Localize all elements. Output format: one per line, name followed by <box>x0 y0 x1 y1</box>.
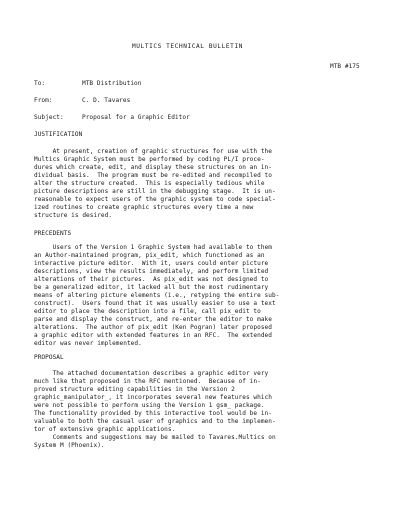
justification-paragraph <box>34 148 276 220</box>
paragraph-line: descriptions, view the results immediately, and perform limited <box>34 268 269 275</box>
paragraph-line: an Author-maintained program, pix_edit, which functioned as an <box>34 252 265 259</box>
paragraph-line: a graphic editor with extended features in an RFC. The extended <box>34 332 272 339</box>
bulletin-title: MULTICS TECHNICAL BULLETIN <box>132 43 243 50</box>
paragraph-line: alterations of their pictures. As pix_edit was not designed to <box>34 276 269 283</box>
paragraph-line: were not possible to perform using the Version 1 gsm_ package. <box>34 402 265 409</box>
paragraph-line: graphic_manipulator_, it incorporates several new features which <box>34 394 272 401</box>
from-value: C. D. Tavares <box>82 97 131 104</box>
paragraph-line: At present, creation of graphic structures for use with the <box>34 148 272 155</box>
paragraph-line: much like that proposed in the RFC mentioned. Because of in- <box>34 378 261 385</box>
paragraph-line: construct). Users found that it was usually easier to use a text <box>34 300 276 307</box>
paragraph-line: Users of the Version 1 Graphic System had available to them <box>34 244 272 251</box>
section-heading-justification: JUSTIFICATION <box>34 131 83 138</box>
section-heading-precedents: PRECEDENTS <box>34 230 72 237</box>
paragraph-line: alterations. The author of pix_edit (Ken Pogran) later proposed <box>34 324 272 331</box>
paragraph-line: tor of extensive graphic applications. <box>34 426 176 433</box>
paragraph-line: interactive picture editor. With it, users could enter picture <box>34 260 269 267</box>
paragraph-line: reasonable to expect users of the graphic system to code special- <box>34 196 276 203</box>
paragraph-line: be a generalized editor, it lacked all but the most rudimentary <box>34 284 269 291</box>
paragraph-line: means of altering picture elements (i.e., retyping the entire sub- <box>34 292 280 299</box>
paragraph-line: proved structure editing capabilities in the Version 2 <box>34 386 235 393</box>
paragraph-line: picture descriptions are still in the debugging stage. It is un- <box>34 188 276 195</box>
paragraph-line: dividual basis. The program must be re-edited and recompiled to <box>34 172 272 179</box>
paragraph-line: editor was never implemented. <box>34 340 142 347</box>
paragraph-line: Multics Graphic System must be performed by coding PL/I proce- <box>34 156 265 163</box>
paragraph-line: alter the structure created. This is especially tedious while <box>34 180 265 187</box>
paragraph-line: ized routines to create graphic structures every time a new <box>34 204 254 211</box>
paragraph-line: editor to place the description into a file, call pix_edit to <box>34 308 261 315</box>
subject-label: Subject: <box>34 114 64 121</box>
paragraph-line: structure is desired. <box>34 212 113 219</box>
paragraph-line: dures which create, edit, and display these structures on an in- <box>34 164 272 171</box>
paragraph-line: Comments and suggestions may be mailed to Tavares.Multics on <box>34 434 276 441</box>
subject-value: Proposal for a Graphic Editor <box>82 114 190 121</box>
paragraph-line: The functionality provided by this interactive tool would be in- <box>34 410 272 417</box>
paragraph-line: parse and display the construct, and re-enter the editor to make <box>34 316 272 323</box>
to-label: To: <box>34 80 46 87</box>
paragraph-line: System M (Phoenix). <box>34 442 105 449</box>
to-value: MTB Distribution <box>82 80 142 87</box>
paragraph-line: valuable to both the casual user of graphics and to the implemen- <box>34 418 276 425</box>
from-label: From: <box>34 97 53 104</box>
bulletin-number: MTB #175 <box>330 63 360 70</box>
section-heading-proposal: PROPOSAL <box>34 354 64 361</box>
paragraph-line: The attached documentation describes a graphic editor very <box>34 370 269 377</box>
precedents-paragraph <box>34 244 279 348</box>
proposal-paragraph <box>34 370 276 450</box>
